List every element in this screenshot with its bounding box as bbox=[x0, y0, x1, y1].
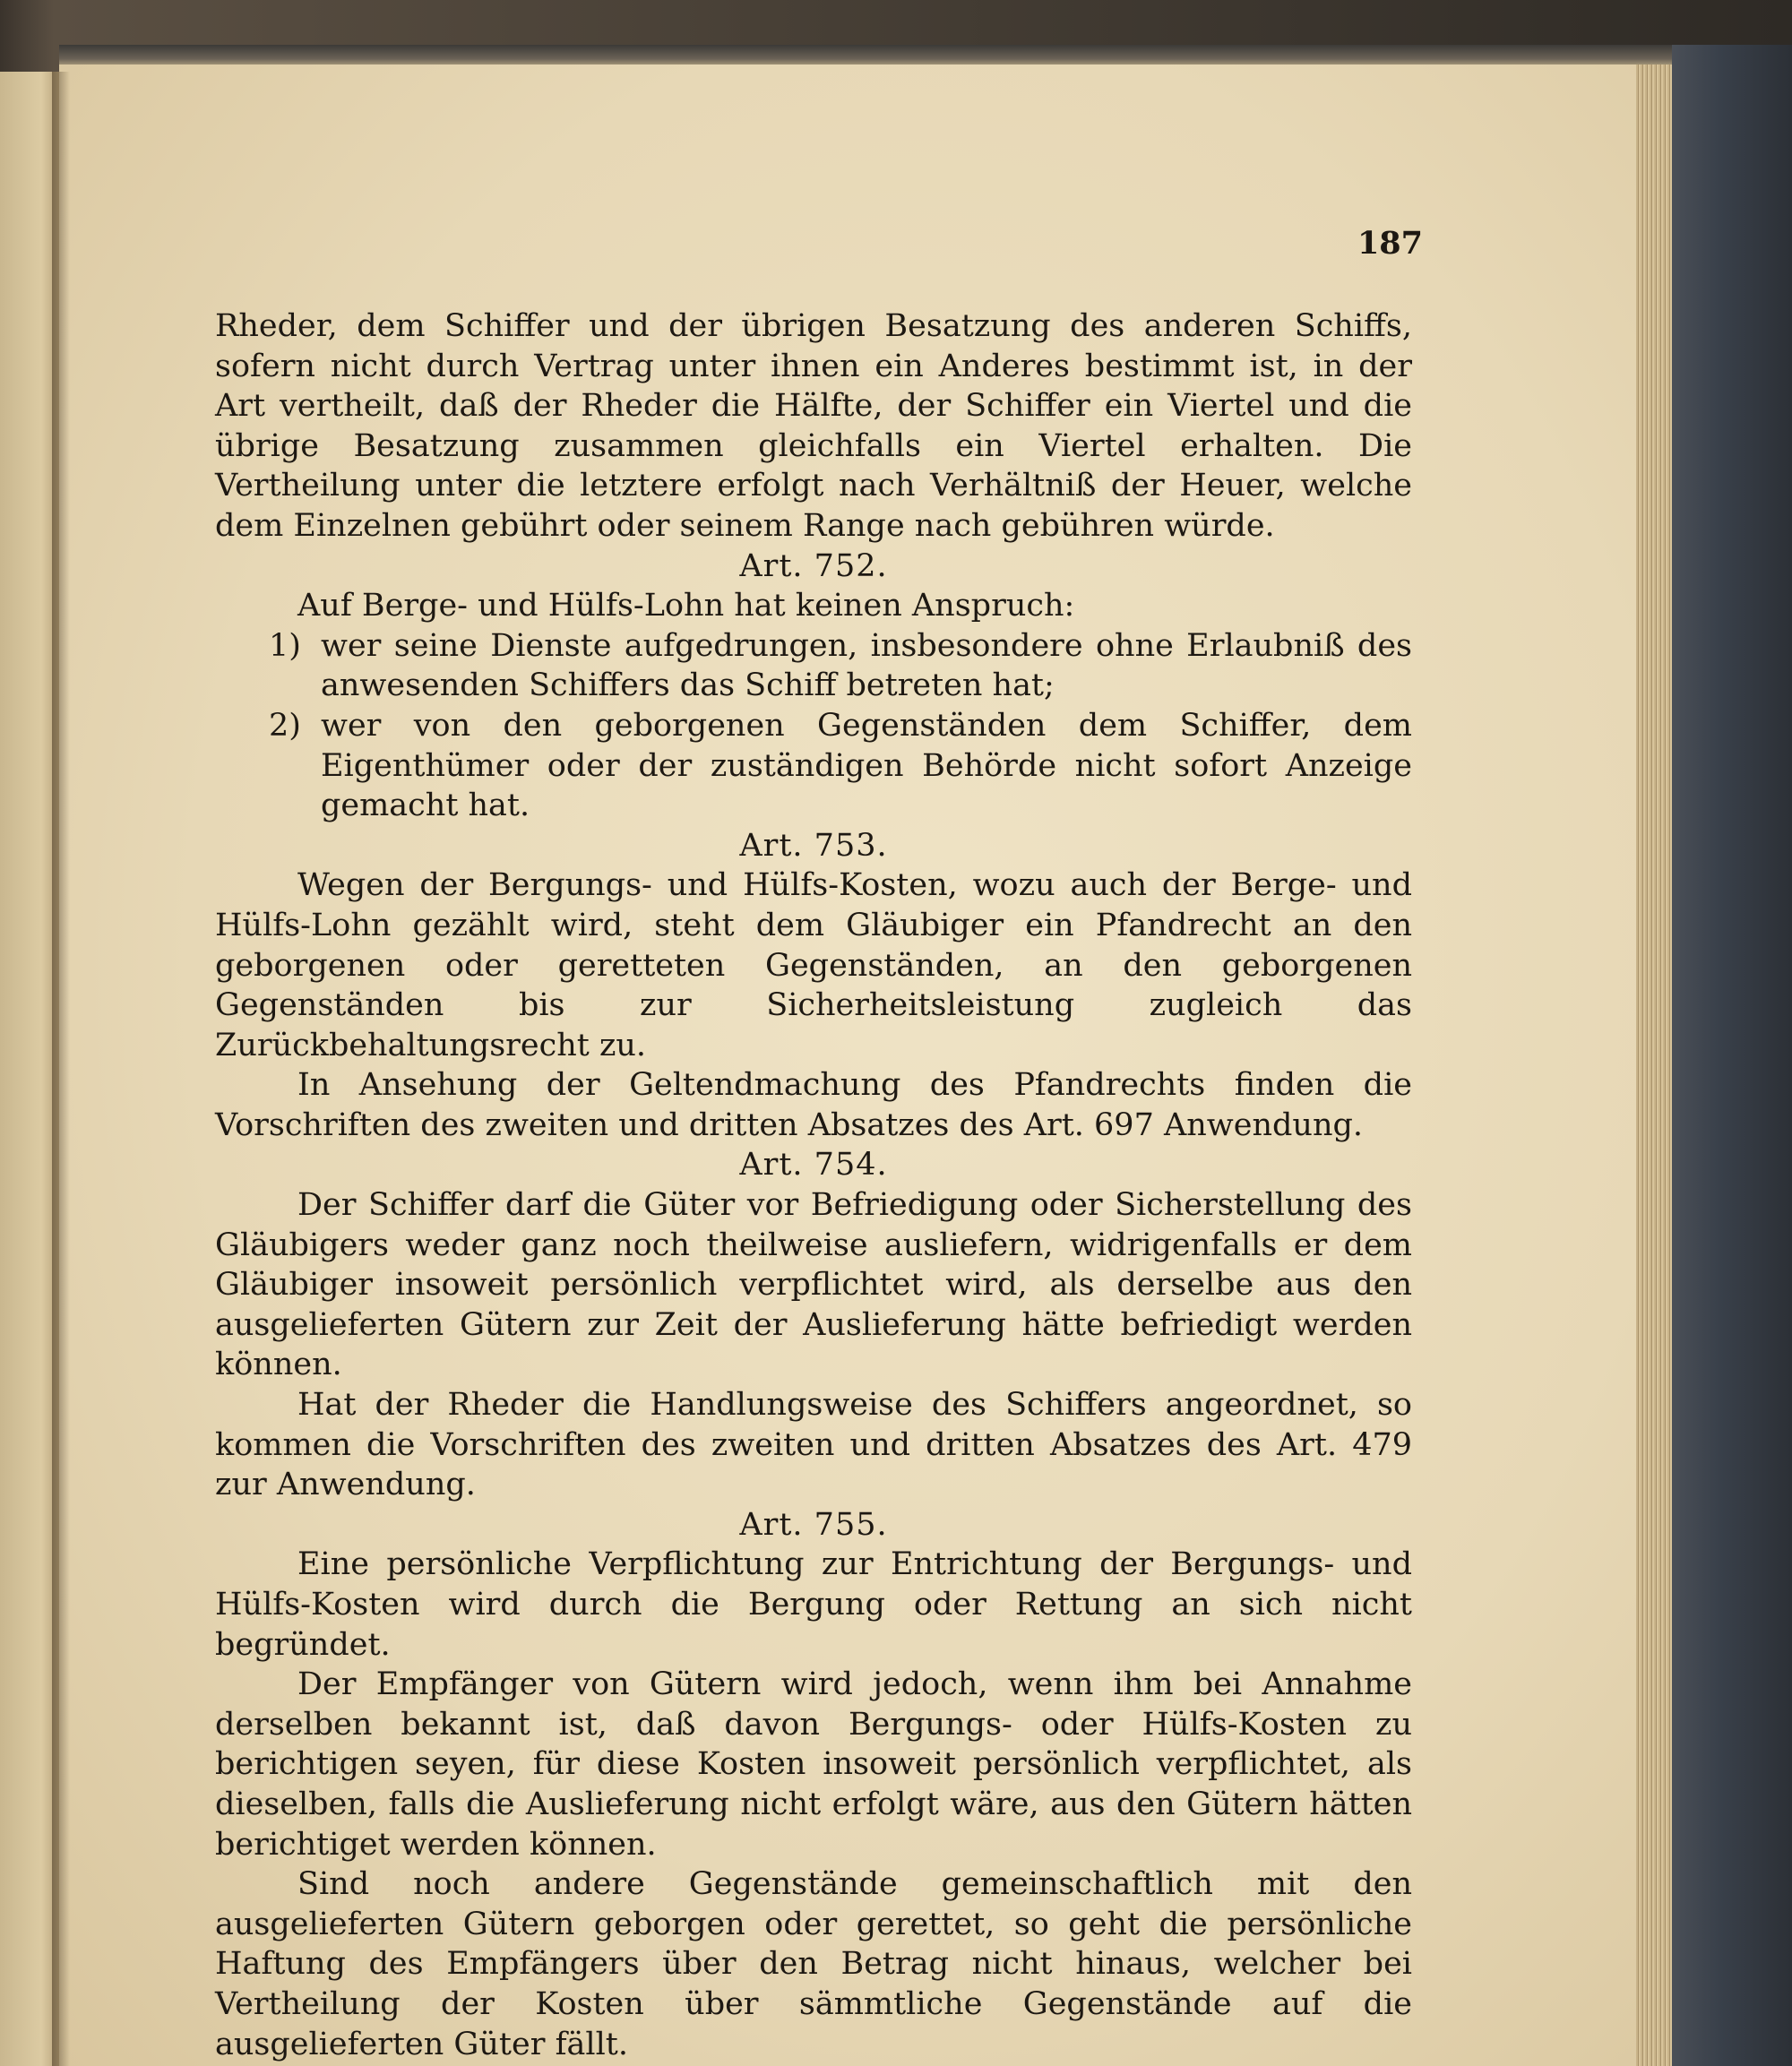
paragraph: Rheder, dem Schiffer und der übrigen Besatzung des anderen Schiffs, sofern nicht durch Vertrag unter ihnen ein Anderes bestimmt ist, in der Art vertheilt, daß der Rheder die Hälfte, der Schiffer ein Viertel und die übrige Besatzung zusammen gleichfalls ein Viertel erhalten. Die Vertheilung unter die letztere erfolgt nach Verhältniß der Heuer, welche dem Einzelnen gebührt oder seinem Range nach gebühren würde. bbox=[215, 308, 1412, 544]
left-page-edge bbox=[0, 72, 59, 2066]
list-item-number: 2) bbox=[269, 707, 301, 744]
paragraph: Der Empfänger von Gütern wird jedoch, wenn ihm bei Annahme derselben bekannt ist, daß davon Bergungs- oder Hülfs-Kosten zu berichtigen seyen, für diese Kosten insoweit persönlich verpflichtet, als dieselben, falls die Auslieferung nicht erfolgt wäre, aus den Gütern hätten berichtiget werden können. bbox=[215, 1666, 1412, 1863]
page-content bbox=[215, 231, 1412, 2064]
paragraph: Sind noch andere Gegenstände gemeinschaftlich mit den ausgelieferten Gütern geborgen oder gerettet, so geht die persönliche Haftung des Empfängers über den Betrag nicht hinaus, welcher bei Vertheilung der Kosten über sämmtliche Gegenstände auf die ausgelieferten Güter fällt. bbox=[215, 1866, 1412, 2062]
paragraph: Hat der Rheder die Handlungsweise des Schiffers angeordnet, so kommen die Vorschriften des zweiten und dritten Absatzes des Art. 479 zur Anwendung. bbox=[215, 1387, 1412, 1503]
article-heading: Art. 754. bbox=[739, 1147, 888, 1184]
list-item-text: wer von den geborgenen Gegenständen dem Schiffer, dem Eigenthümer oder der zuständigen Behörde nicht sofort Anzeige gemacht hat. bbox=[321, 707, 1412, 824]
page-text bbox=[215, 225, 1423, 2064]
paragraph: Eine persönliche Verpflichtung zur Entrichtung der Bergungs- und Hülfs-Kosten wird durch die Bergung oder Rettung an sich nicht begründet. bbox=[215, 1546, 1412, 1663]
page-number: 187 bbox=[1357, 225, 1423, 262]
paragraph: Auf Berge- und Hülfs-Lohn hat keinen Anspruch: bbox=[297, 588, 1075, 624]
article-heading: Art. 755. bbox=[739, 1506, 888, 1543]
article-heading: Art. 753. bbox=[739, 827, 888, 864]
list-item bbox=[215, 626, 1412, 706]
paragraph: In Ansehung der Geltendmachung des Pfandrechts finden die Vorschriften des zweiten und dritten Absatzes des Art. 697 Anwendung. bbox=[215, 1067, 1412, 1143]
list-item bbox=[215, 706, 1412, 826]
article-heading: Art. 752. bbox=[739, 547, 888, 584]
page-stack-edges bbox=[1636, 65, 1676, 2066]
paragraph: Der Schiffer darf die Güter vor Befriedigung oder Sicherstellung des Gläubigers weder ganz noch theilweise ausliefern, widrigenfalls er dem Gläubiger insoweit persönlich verpflichtet wird, als derselbe aus den ausgelieferten Gütern zur Zeit der Auslieferung hätte befriedigt werden können. bbox=[215, 1187, 1412, 1383]
list-item-number: 1) bbox=[269, 627, 301, 664]
book-cover-edge bbox=[1672, 45, 1792, 2066]
spine-shadow bbox=[52, 72, 70, 2066]
list-item-text: wer seine Dienste aufgedrungen, insbesondere ohne Erlaubniß des anwesenden Schiffers das Schiff betreten hat; bbox=[321, 627, 1412, 704]
paragraph: Wegen der Bergungs- und Hülfs-Kosten, wozu auch der Berge- und Hülfs-Lohn gezählt wird, steht dem Gläubiger ein Pfandrecht an den geborgenen oder geretteten Gegenständen, an den geborgenen Gegenständen bis zur Sicherheitsleistung zugleich das Zurückbehaltungsrecht zu. bbox=[215, 867, 1412, 1063]
